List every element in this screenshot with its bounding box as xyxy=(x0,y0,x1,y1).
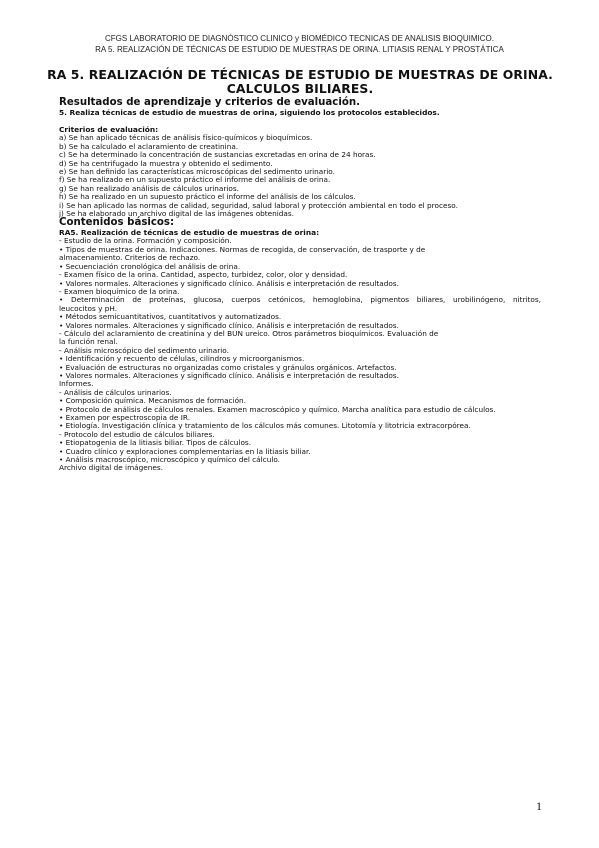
contenido-line: - Análisis microscópico del sedimento urinario. xyxy=(59,345,229,355)
page-number: 1 xyxy=(536,799,542,813)
contenido-line: • Protocolo de análisis de cálculos renales. Examen macroscópico y químico. Marcha analítica para estudio de cálculos. xyxy=(59,404,496,414)
contenido-line: Archivo digital de imágenes. xyxy=(59,463,163,473)
criterios-heading: Criterios de evaluación: xyxy=(59,125,159,134)
criterios-list xyxy=(59,134,541,218)
contenido-line: • Composición química. Mecanismos de formación. xyxy=(59,396,246,406)
contenido-line: - Examen físico de la orina. Cantidad, aspecto, turbidez, color, olor y densidad. xyxy=(59,270,348,280)
contenido-line: • Cuadro clínico y exploraciones complementarias en la litiasis biliar. xyxy=(59,446,311,456)
contenido-line: • Examen por espectroscopia de IR. xyxy=(59,413,191,422)
document-title xyxy=(40,68,560,96)
criterio-item: c) Se ha determinado la concentración de sustancias excretadas en orina de 24 horas. xyxy=(59,150,376,160)
resultados-heading: Resultados de aprendizaje y criterios de evaluación. xyxy=(59,97,360,108)
contenidos-heading: Contenidos básicos: xyxy=(59,217,175,229)
contenido-line: - Cálculo del aclaramiento de creatinina y del BUN ureico. Otros parámetros bioquímicos. Evaluación de xyxy=(59,328,439,338)
criterio-item: e) Se han definido las características microscópicas del sedimento urinario. xyxy=(59,167,335,177)
criterio-item: h) Se ha realizado en un supuesto práctico el informe del análisis de los cálculos. xyxy=(59,192,356,202)
title-line-2: CALCULOS BILIARES. xyxy=(226,81,374,96)
criterio-item: j) Se ha elaborado un archivo digital de las imágenes obtenidas. xyxy=(59,209,295,219)
criterio-item: a) Se han aplicado técnicas de análisis físico-químicos y bioquímicos. xyxy=(59,133,313,143)
title-line-1: RA 5. REALIZACIÓN DE TÉCNICAS DE ESTUDIO DE MUESTRAS DE ORINA. xyxy=(47,67,553,82)
criterio-item: f) Se ha realizado en un supuesto práctico el informe del análisis de orina. xyxy=(59,175,331,185)
criterio-item: b) Se ha calculado el aclaramiento de creatinina. xyxy=(59,141,239,151)
contenidos-subheading: RA5. Realización de técnicas de estudio de muestras de orina: xyxy=(59,228,320,238)
contenido-line: • Secuenciación cronológica del análisis de orina. xyxy=(59,261,241,271)
contenido-line: - Análisis de cálculos urinarios. xyxy=(59,387,172,397)
contenido-line: • Etiología. Investigación clínica y tratamiento de los cálculos más comunes. Litotomía y litotricia extracorpórea. xyxy=(59,421,471,431)
header-line-1: CFGS LABORATORIO DE DIAGNÓSTICO CLINICO y BIOMÉDICO TECNICAS DE ANALISIS BIOQUIMICO. xyxy=(105,34,494,43)
document-body xyxy=(59,98,541,473)
criterio-item: d) Se ha centrifugado la muestra y obtenido el sedimento. xyxy=(59,158,273,168)
page-header xyxy=(0,34,599,55)
contenido-line: Informes. xyxy=(59,379,94,389)
contenido-line: la función renal. xyxy=(59,337,118,347)
contenido-line: • Análisis macroscópico, microscópico y químico del cálculo. xyxy=(59,455,280,465)
resultados-subheading: 5. Realiza técnicas de estudio de muestras de orina, siguiendo los protocolos establecidos. xyxy=(59,107,440,117)
contenido-line: • Valores normales. Alteraciones y significado clínico. Análisis e interpretación de resultados. xyxy=(59,320,399,330)
contenido-line: - Estudio de la orina. Formación y composición. xyxy=(59,236,232,246)
contenido-line: • Valores normales. Alteraciones y significado clínico. Análisis e interpretación de resultados. xyxy=(59,278,399,288)
contenido-line: • Tipos de muestras de orina. Indicaciones. Normas de recogida, de conservación, de trasporte y de xyxy=(59,244,426,254)
contenido-line: leucocitos y pH. xyxy=(59,303,118,313)
contenido-line: almacenamiento. Criterios de rechazo. xyxy=(59,253,201,263)
contenido-line: • Valores normales. Alteraciones y significado clínico. Análisis e interpretación de resultados. xyxy=(59,370,399,380)
criterio-item: i) Se han aplicado las normas de calidad, seguridad, salud laboral y protección ambiental en todo el proceso. xyxy=(59,200,458,210)
contenido-line: • Etiopatogenia de la litiasis biliar. Tipos de cálculos. xyxy=(59,438,252,448)
contenido-line: • Determinación de proteínas, glucosa, cuerpos cetónicos, hemoglobina, pigmentos biliares, urobilinógeno, nitritos, xyxy=(59,295,541,305)
contenido-line: - Examen bioquímico de la orina. xyxy=(59,286,180,296)
contenidos-list xyxy=(59,237,541,472)
contenido-line: • Métodos semicuantitativos, cuantitativos y automatizados. xyxy=(59,312,282,322)
header-line-2: RA 5. REALIZACIÓN DE TÉCNICAS DE ESTUDIO DE MUESTRAS DE ORINA. LITIASIS RENAL Y PROSTÁTICA xyxy=(95,44,504,54)
criterio-item: g) Se han realizado análisis de cálculos urinarios. xyxy=(59,183,239,193)
contenido-line: - Protocolo del estudio de cálculos biliares. xyxy=(59,429,215,439)
contenido-line: • Identificación y recuento de células, cilindros y microorganismos. xyxy=(59,354,305,364)
contenido-line: • Evaluación de estructuras no organizadas como cristales y gránulos orgánicos. Artefactos. xyxy=(59,362,397,372)
